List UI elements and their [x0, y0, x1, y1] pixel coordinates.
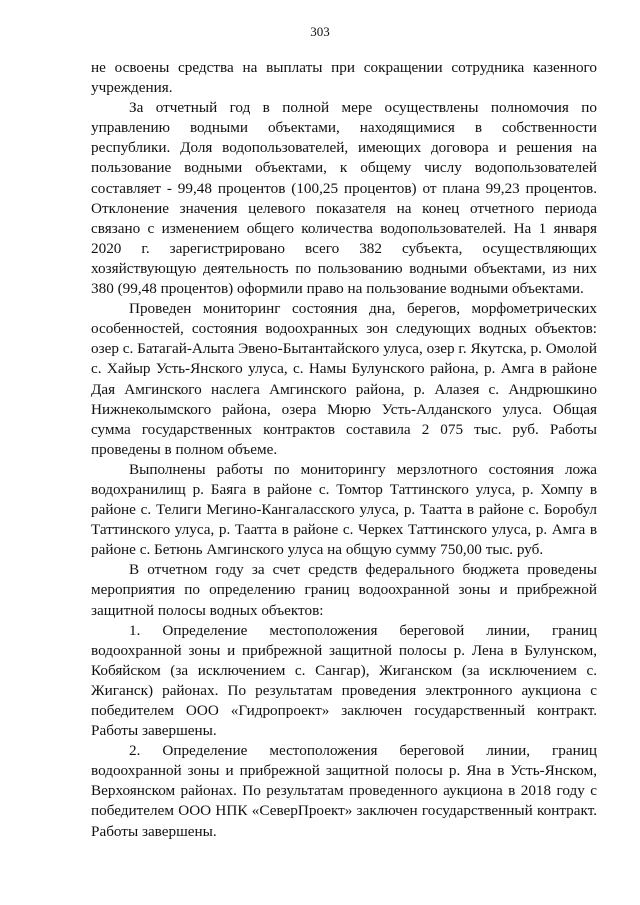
paragraph-permafrost: Выполнены работы по мониторингу мерзлотного состояния ложа водохранилищ р. Баяга в районе с. Томтор Таттинского улуса, р. Хомпу в районе с. Телиги Мегино-Кангаласского улуса, р. Таатта в районе с. Боробул Таттинского улуса, р. Таатта в районе с. Черкех Таттинского улуса, р. Амга в районе с. Бетюнь Амгинского улуса на общую сумму 750,00 тыс. руб. — [91, 460, 597, 559]
document-body — [91, 58, 597, 842]
paragraph-monitoring: Проведен мониторинг состояния дна, берегов, морфометрических особенностей, состояния водоохранных зон следующих водных объектов: озер с. Батагай-Алыта Эвено-Бытантайского улуса, озер г. Якутска, р. Омолой с. Хайыр Усть-Янского улуса, с. Намы Булунского района, р. Амга в районе Дая Амгинского наслега Амгинского района, р. Алазея с. Андрюшкино Нижнеколымского района, озера Мюрю Усть-Алданского улуса. Общая сумма государственных контрактов составила 2 075 тыс. руб. Работы проведены в полном объеме. — [91, 300, 597, 458]
list-item-yana: 2. Определение местоположения береговой линии, границ водоохранной зоны и прибрежной защитной полосы р. Яна в Усть-Янском, Верхоянском районах. По результатам проведенного аукциона в 2018 году с победителем ООО НПК «СеверПроект» заключен государственный контракт. Работы завершены. — [91, 742, 597, 840]
paragraph-water-management: За отчетный год в полной мере осуществлены полномочия по управлению водными объектами, находящимися в собственности республики. Доля водопользователей, имеющих договора и решения на пользование водными объектами, к общему числу водопользователей составляет - 99,48 процентов (100,25 процентов) от плана 99,23 процентов. Отклонение значения целевого показателя на конец отчетного периода связано с изменением общего количества водопользователей. На 1 января 2020 г. зарегистрировано всего 382 субъекта, осуществляющих хозяйствующую деятельность по пользованию водными объектами, из них 380 (99,48 процентов) оформили право на пользование водными объектами. — [91, 99, 597, 298]
page-number: 303 — [310, 24, 330, 39]
paragraph-federal-budget: В отчетном году за счет средств федерального бюджета проведены мероприятия по определению границ водоохранной зоны и прибрежной защитной полосы водных объектов: — [91, 561, 597, 619]
list-item-lena: 1. Определение местоположения береговой линии, границ водоохранной зоны и прибрежной защитной полосы р. Лена в Булунском, Кобяйском (за исключением с. Сангар), Жиганском (за исключением с. Жиганск) районах. По результатам проведения электронного аукциона с победителем ООО «Гидропроект» заключен государственный контракт. Работы завершены. — [91, 621, 597, 740]
paragraph-budget-continuation: не освоены средства на выплаты при сокращении сотрудника казенного учреждения. — [91, 59, 597, 97]
